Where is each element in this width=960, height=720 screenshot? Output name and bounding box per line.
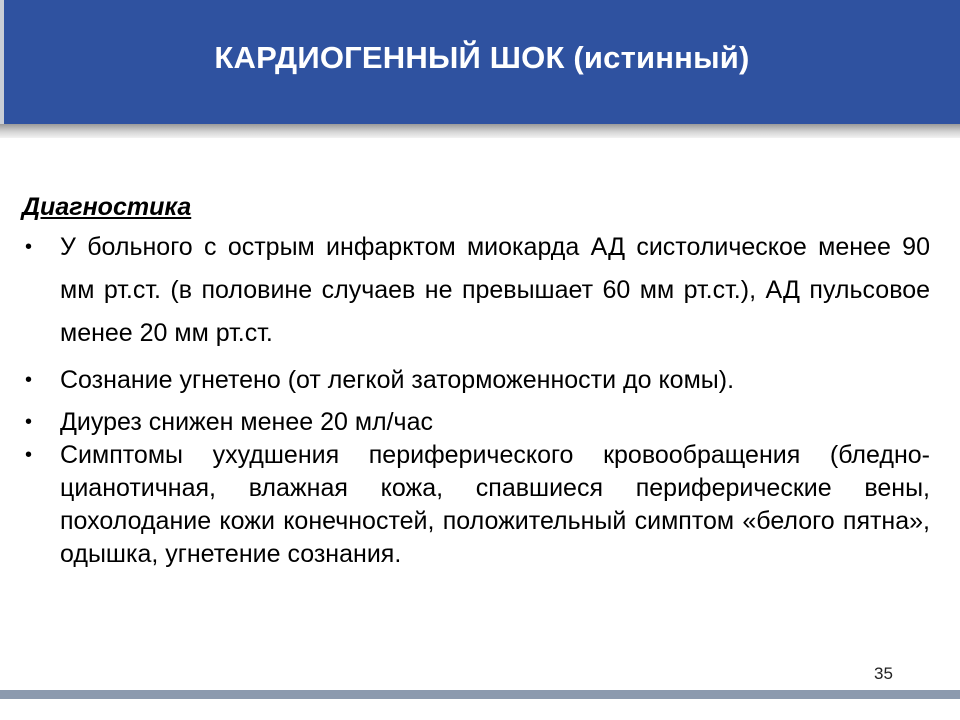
- list-item: [22, 226, 930, 355]
- slide-content: [22, 188, 930, 571]
- list-item-text: Диурез снижен менее 20 мл/час: [60, 408, 433, 436]
- section-heading: Диагностика: [22, 193, 192, 221]
- list-item-text: У больного с острым инфарктом миокарда АД систолическое менее 90 мм рт.ст. (в половине случаев не превышает 60 мм рт.ст.), АД пульсовое менее 20 мм рт.ст.: [60, 233, 930, 347]
- title-banner-shadow: [0, 124, 960, 138]
- list-item: [22, 361, 930, 399]
- title-banner: [0, 0, 960, 124]
- list-item-text: Сознание угнетено (от легкой заторможенности до комы).: [60, 366, 735, 394]
- slide-title: КАРДИОГЕННЫЙ ШОК (истинный): [214, 40, 750, 75]
- page-number: 35: [874, 664, 893, 683]
- bullet-icon: •: [25, 444, 33, 466]
- bullet-icon: •: [25, 236, 33, 258]
- footer-bar: [0, 690, 960, 699]
- bullet-list: [22, 226, 930, 571]
- list-item: [22, 405, 930, 439]
- list-item: [22, 439, 930, 571]
- bullet-icon: •: [25, 411, 33, 433]
- list-item-text: Симптомы ухудшения периферического кровообращения (бледно-цианотичная, влажная кожа, спавшиеся периферические вены, похолодание кожи конечностей, положительный симптом «белого пятна», одышка, угнетение сознания.: [60, 441, 930, 568]
- bullet-icon: •: [25, 369, 33, 391]
